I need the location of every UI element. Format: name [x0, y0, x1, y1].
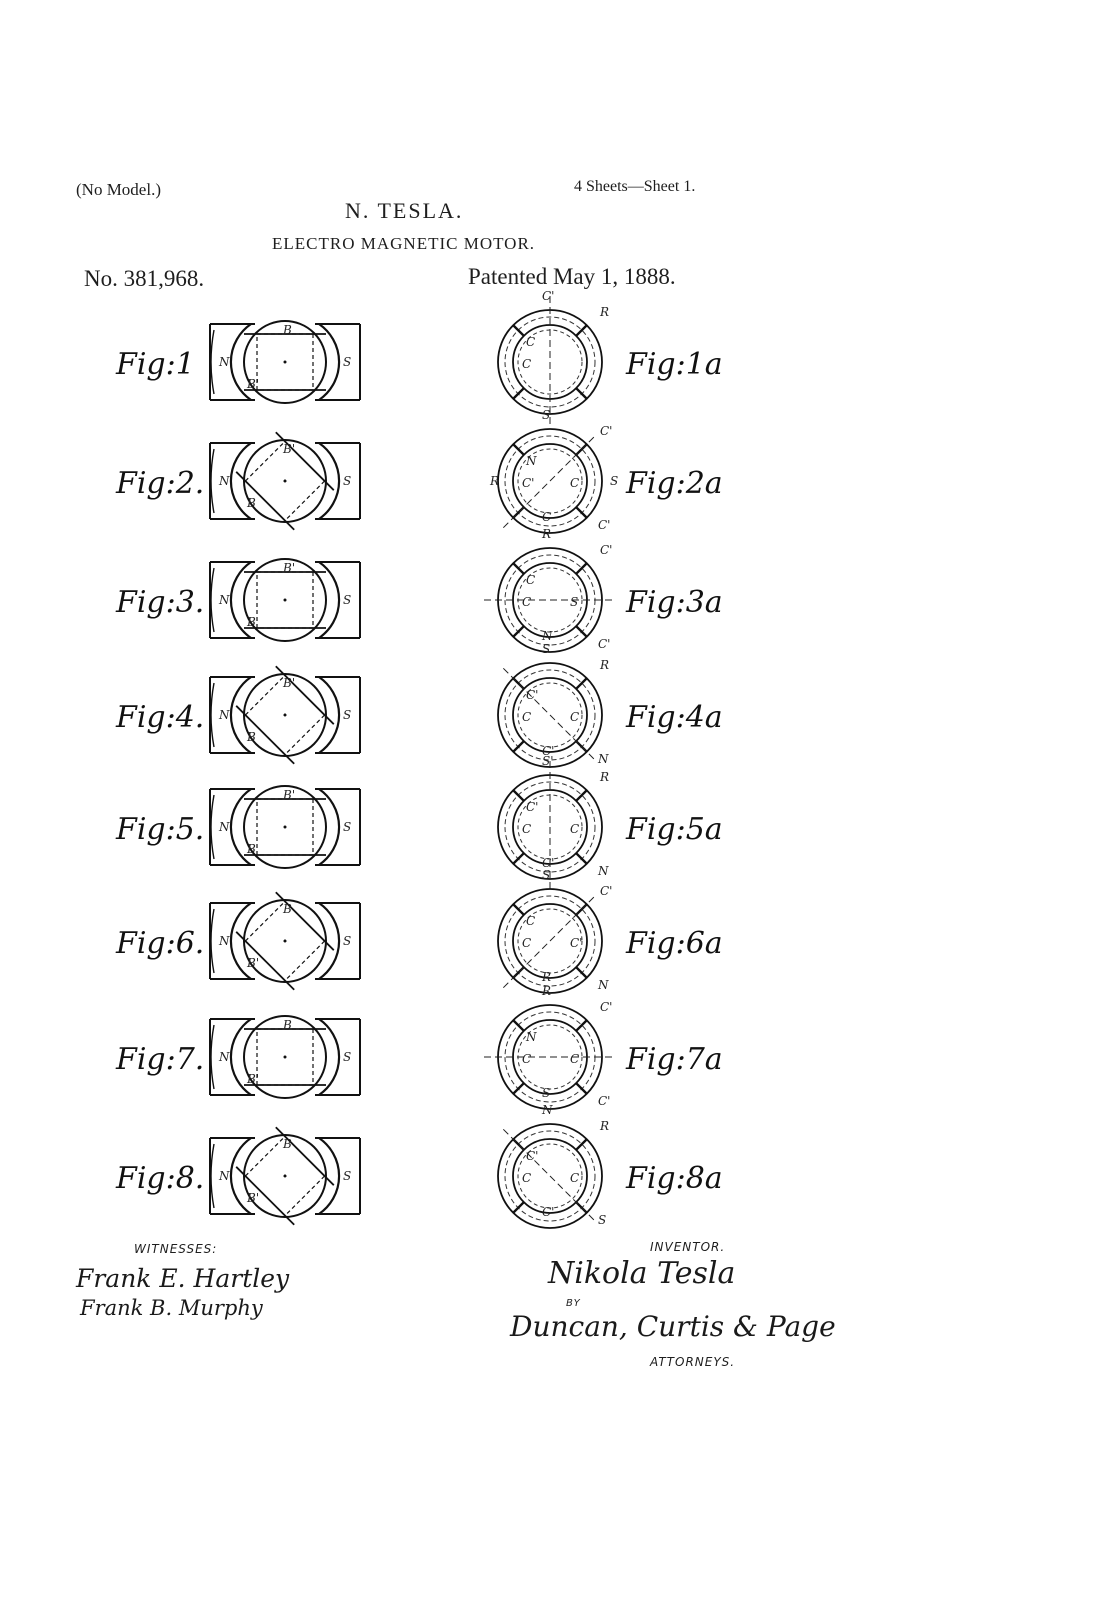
sheet-count: 4 Sheets—Sheet 1.: [574, 178, 696, 195]
south-pole-face: [319, 324, 339, 400]
figure-label: Fig:2a: [626, 466, 723, 501]
ring-letter: S: [542, 642, 551, 656]
south-pole-block: [315, 789, 360, 865]
south-pole-block: [315, 903, 360, 979]
armature-letter: B: [247, 730, 256, 744]
ring-letter: C': [600, 884, 613, 898]
south-letter: S: [343, 820, 352, 834]
ring-letter: C: [570, 1052, 580, 1066]
north-letter: N: [219, 593, 230, 607]
armature-letter: B: [247, 842, 256, 856]
ring-letter: C': [600, 543, 613, 557]
figure-right-6: [498, 868, 723, 993]
south-pole-face: [319, 677, 339, 753]
figure-right-1: [498, 289, 723, 428]
ring-letter: C': [542, 744, 555, 758]
pole-bracket: [211, 683, 214, 747]
figure-label: Fig:7a: [626, 1042, 723, 1077]
pole-bracket: [211, 795, 214, 859]
figure-left-3: [115, 559, 360, 641]
armature-center: [283, 939, 287, 943]
ring-letter: C: [522, 822, 532, 836]
figure-label: Fig:5a: [626, 812, 723, 847]
armature-letter: B': [247, 956, 260, 970]
figure-left-2: [115, 423, 360, 539]
attorneys-label: ATTORNEYS.: [650, 1355, 736, 1369]
ring-letter: C': [598, 1094, 611, 1108]
figure-label: Fig:4.: [116, 700, 205, 735]
ring-letter: C: [542, 510, 552, 524]
south-pole-block: [315, 562, 360, 638]
ring-letter: C': [542, 1205, 555, 1219]
ring-letter: R: [600, 305, 610, 319]
ring-letter: N: [542, 1103, 553, 1117]
south-pole-face: [319, 562, 339, 638]
ring-letter: N: [598, 864, 609, 878]
north-letter: N: [219, 474, 230, 488]
ring-letter: R: [600, 658, 610, 672]
pole-bracket: [211, 1025, 214, 1089]
ring-letter: N: [526, 454, 537, 468]
ring-letter: C: [526, 914, 536, 928]
ring-letter: C': [600, 1000, 613, 1014]
figure-label: Fig:1: [116, 347, 195, 382]
figure-left-5: [115, 786, 360, 868]
ring-letter: C': [600, 424, 613, 438]
south-letter: S: [343, 474, 352, 488]
ring-letter: R: [542, 527, 552, 541]
ring-letter: S: [542, 408, 551, 422]
armature-letter: B': [283, 788, 296, 802]
ring-letter: S: [570, 595, 579, 609]
armature: [227, 1118, 343, 1234]
armature-center: [283, 1174, 287, 1178]
figure-label: Fig:4a: [626, 700, 723, 735]
south-pole-block: [315, 324, 360, 400]
armature: [227, 657, 343, 773]
ring-letter: C': [522, 476, 535, 490]
south-letter: S: [343, 593, 352, 607]
armature-letter: B: [283, 902, 292, 916]
figure-label: Fig:8.: [116, 1161, 205, 1196]
ring-letter: R: [490, 474, 500, 488]
by-label: BY: [566, 1298, 581, 1309]
ring-letter: C': [526, 1149, 539, 1163]
ring-letter: C: [522, 1171, 532, 1185]
north-letter: N: [219, 934, 230, 948]
figure-right-4: [498, 642, 723, 767]
figure-label: Fig:8a: [626, 1161, 723, 1196]
south-letter: S: [343, 1050, 352, 1064]
patent-date: Patented May 1, 1888.: [468, 264, 676, 289]
figure-label: Fig:3a: [626, 585, 723, 620]
witness-signature-1: Frank E. Hartley: [76, 1264, 290, 1293]
ring-letter: C: [522, 936, 532, 950]
ring-letter: C: [526, 335, 536, 349]
ring-letter: C: [570, 1171, 580, 1185]
south-pole-face: [319, 1138, 339, 1214]
south-letter: S: [343, 934, 352, 948]
ring-letter: N: [526, 1030, 537, 1044]
ring-letter: S: [598, 1213, 607, 1227]
ring-letter: C: [522, 357, 532, 371]
ring-letter: R: [600, 770, 610, 784]
figure-right-7: [484, 984, 723, 1109]
armature-letter: B': [247, 1072, 260, 1086]
inventor-signature: Nikola Tesla: [548, 1256, 736, 1291]
north-letter: N: [219, 355, 230, 369]
south-pole-block: [315, 1138, 360, 1214]
armature-center: [283, 713, 287, 717]
south-pole-block: [315, 443, 360, 519]
figure-right-8: [498, 1103, 723, 1228]
armature-letter: B': [247, 377, 260, 391]
armature-letter: B': [283, 561, 296, 575]
armature-letter: B: [247, 496, 256, 510]
pole-bracket: [211, 568, 214, 632]
figure-left-6: [115, 883, 360, 999]
figure-label: Fig:2.: [116, 466, 205, 501]
figure-label: Fig:3.: [116, 585, 205, 620]
figure-right-3: [484, 527, 723, 652]
ring-letter: N: [598, 978, 609, 992]
armature-letter: B': [283, 442, 296, 456]
south-pole-block: [315, 1019, 360, 1095]
attorneys-signature: Duncan, Curtis & Page: [510, 1310, 836, 1343]
ring-letter: C': [526, 688, 539, 702]
witness-signature-2: Frank B. Murphy: [80, 1296, 263, 1320]
ring-letter: R: [542, 984, 552, 998]
ring-letter: C: [526, 573, 536, 587]
figure-right-2: [489, 408, 723, 533]
armature-center: [284, 599, 287, 602]
ring-letter: C': [598, 637, 611, 651]
patent-number: No. 381,968.: [84, 266, 205, 291]
ring-letter: R: [600, 1119, 610, 1133]
inventor-label: INVENTOR.: [650, 1240, 726, 1254]
ring-letter: S: [542, 1086, 551, 1100]
armature-letter: B: [247, 615, 256, 629]
ring-letter: C': [542, 289, 555, 303]
witnesses-label: WITNESSES:: [134, 1242, 218, 1256]
ring-letter: C: [522, 710, 532, 724]
armature-center: [284, 1056, 287, 1059]
ring-letter: C: [570, 710, 580, 724]
armature: [227, 423, 343, 539]
figure-left-7: [115, 1016, 360, 1098]
figure-left-4: [115, 657, 360, 773]
north-letter: N: [219, 1050, 230, 1064]
figure-label: Fig:7.: [116, 1042, 205, 1077]
ring-letter: C': [526, 800, 539, 814]
armature: [227, 883, 343, 999]
south-letter: S: [343, 708, 352, 722]
ring-letter: S: [542, 868, 551, 882]
ring-letter: C: [570, 476, 580, 490]
south-pole-face: [319, 443, 339, 519]
inventor-heading: N. TESLA.: [345, 198, 464, 223]
pole-bracket: [211, 1144, 214, 1208]
north-letter: N: [219, 708, 230, 722]
ring-letter: S': [542, 754, 554, 768]
figure-label: Fig:5.: [116, 812, 205, 847]
model-note: (No Model.): [76, 180, 161, 199]
ring-letter: C: [522, 1052, 532, 1066]
figure-label: Fig:6a: [626, 926, 723, 961]
ring-letter: R: [542, 970, 552, 984]
south-letter: S: [343, 355, 352, 369]
armature-center: [284, 826, 287, 829]
figure-left-8: [115, 1118, 360, 1234]
ring-letter: N: [598, 752, 609, 766]
ring-letter: N: [542, 629, 553, 643]
figure-label: Fig:6.: [116, 926, 205, 961]
figure-label: Fig:1a: [626, 347, 723, 382]
south-pole-face: [319, 789, 339, 865]
south-pole-block: [315, 677, 360, 753]
ring-letter: S: [610, 474, 619, 488]
pole-bracket: [211, 449, 214, 513]
armature-letter: B': [247, 1191, 260, 1205]
armature-center: [284, 361, 287, 364]
pole-bracket: [211, 909, 214, 973]
ring-letter: C': [570, 936, 583, 950]
south-pole-face: [319, 903, 339, 979]
armature-letter: B: [283, 1137, 292, 1151]
ring-letter: C': [542, 856, 555, 870]
south-letter: S: [343, 1169, 352, 1183]
north-letter: N: [219, 820, 230, 834]
figure-right-5: [498, 754, 723, 893]
figure-left-1: [115, 321, 360, 403]
armature-letter: B: [283, 1018, 292, 1032]
patent-title: ELECTRO MAGNETIC MOTOR.: [272, 234, 536, 253]
ring-letter: C: [570, 822, 580, 836]
armature-center: [283, 479, 287, 483]
pole-bracket: [211, 330, 214, 394]
south-pole-face: [319, 1019, 339, 1095]
armature-letter: B': [283, 676, 296, 690]
ring-letter: C': [598, 518, 611, 532]
north-letter: N: [219, 1169, 230, 1183]
armature-letter: B: [283, 323, 292, 337]
ring-letter: C: [522, 595, 532, 609]
